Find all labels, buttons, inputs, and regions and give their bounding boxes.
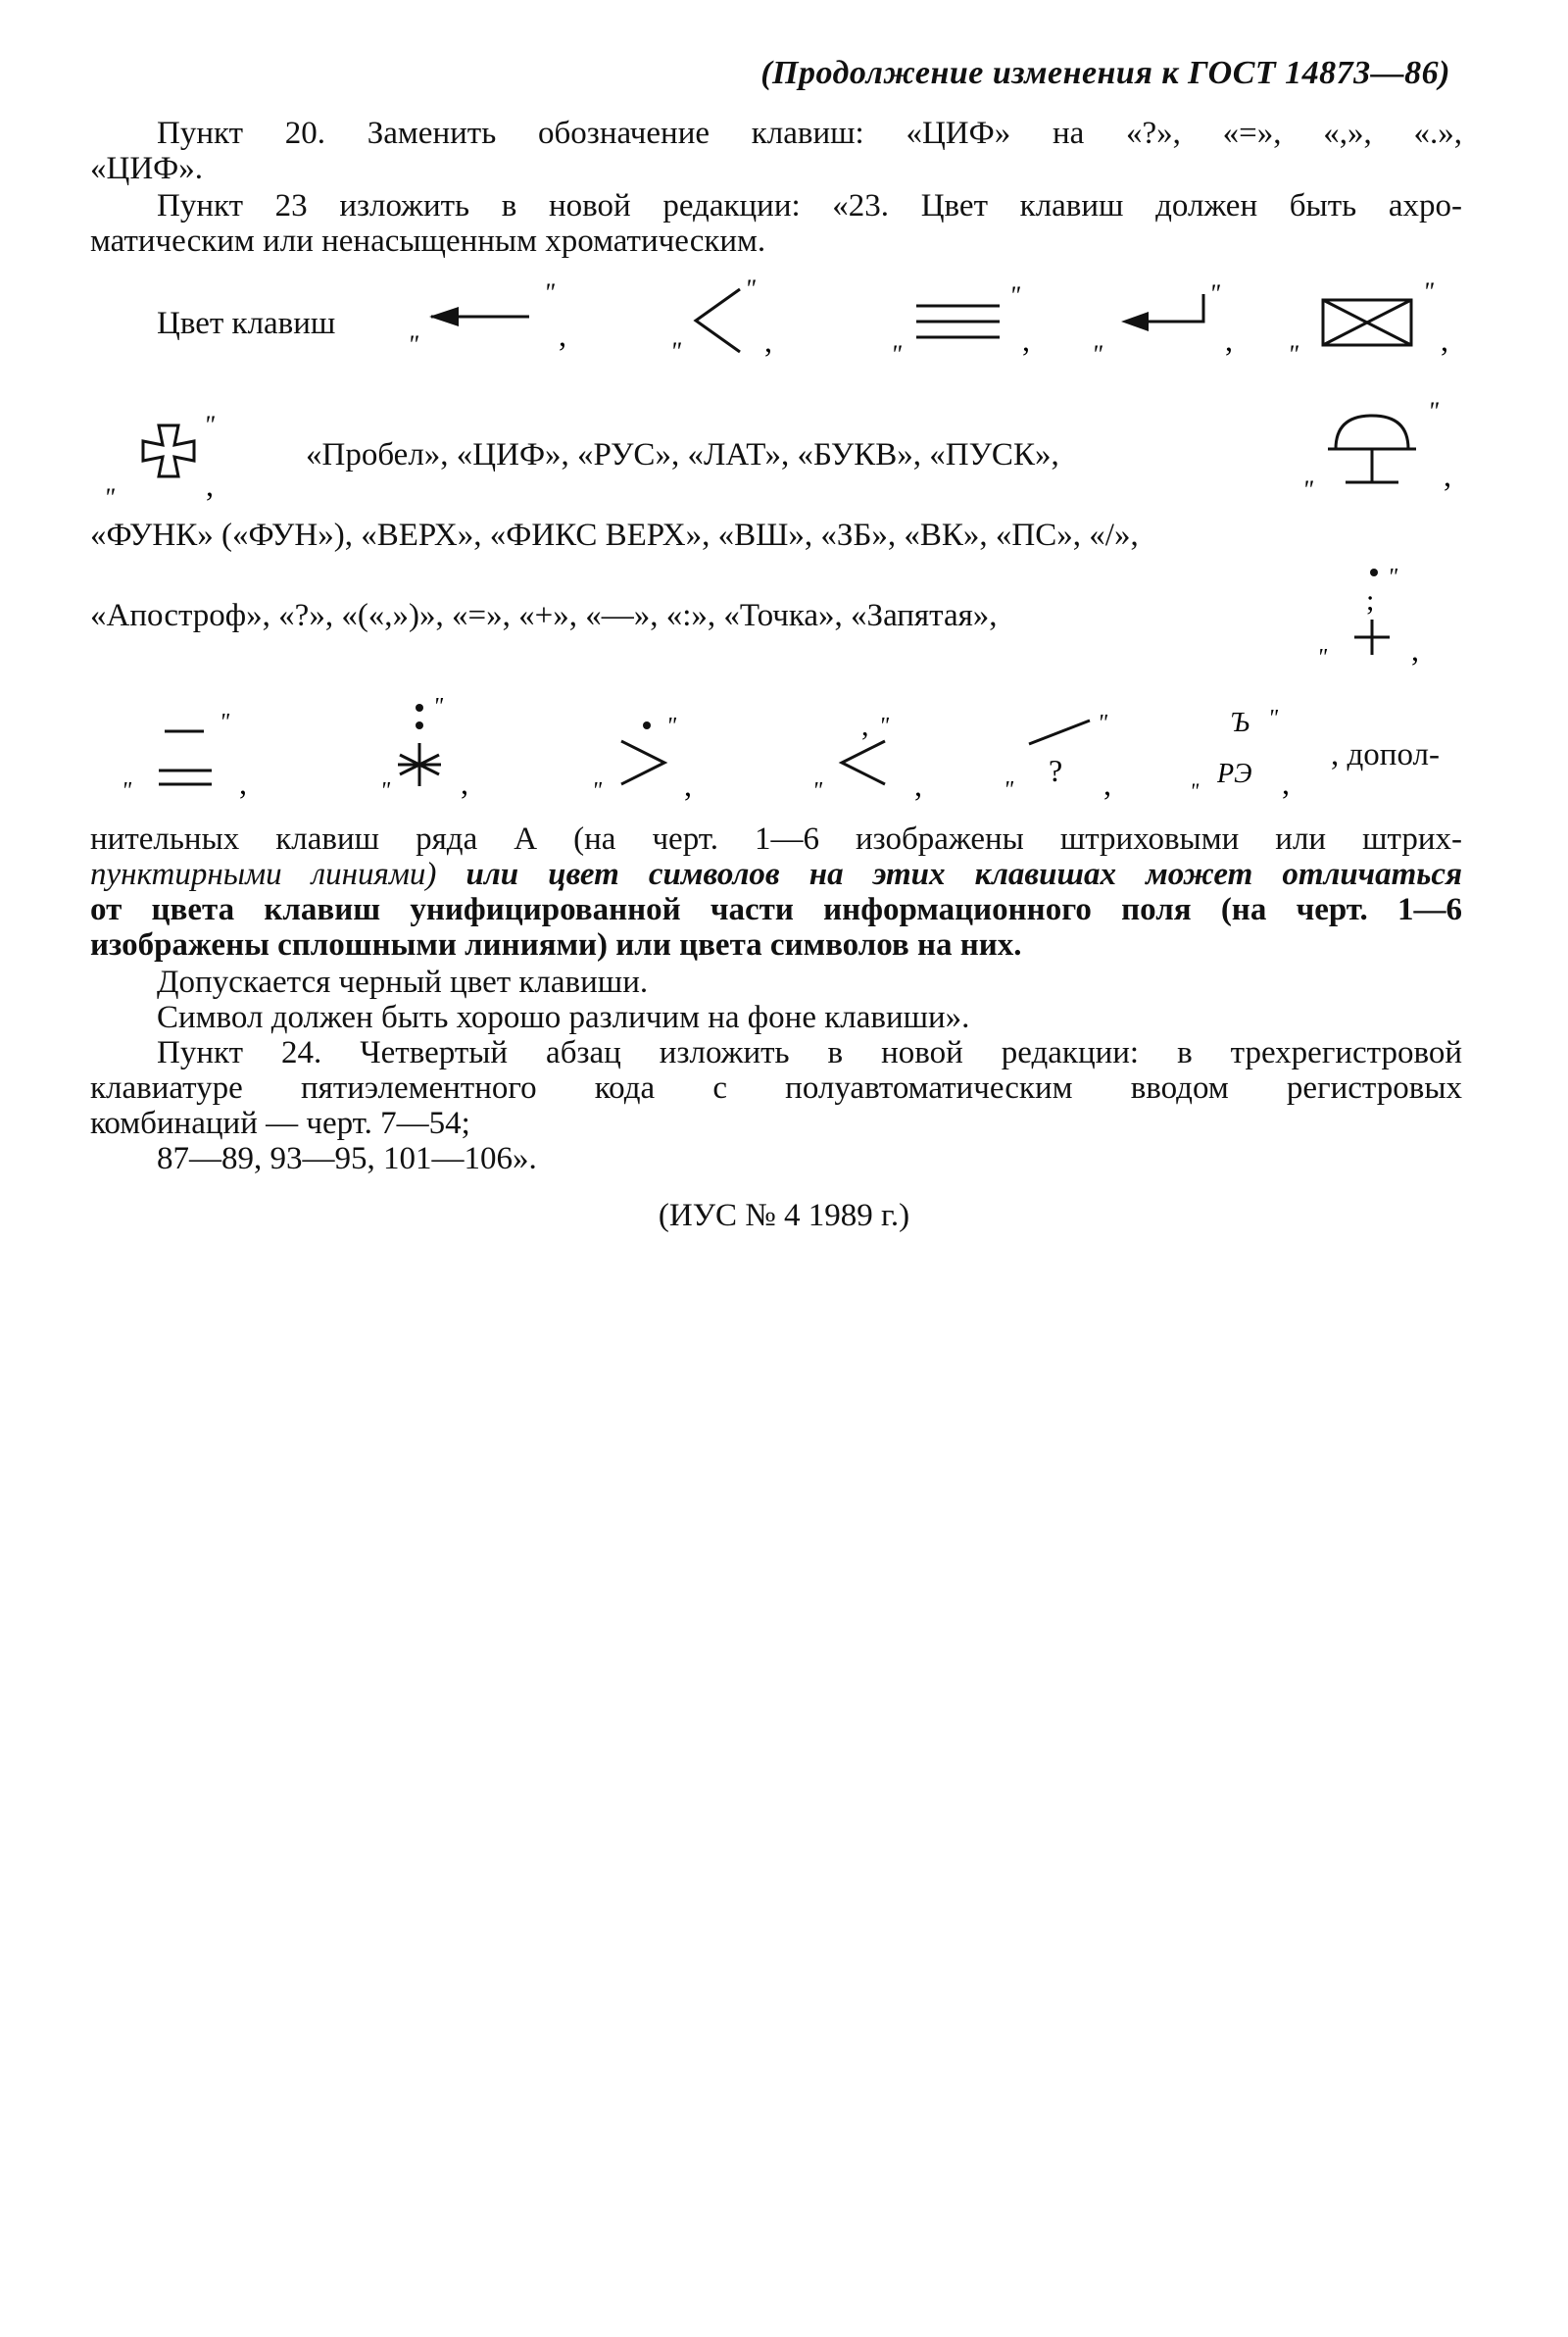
p24-line1: Пункт 24. Четвертый абзац изложить в новой редакции: в трехрегистровой [157,1035,1462,1070]
svg-text:": " [122,778,132,804]
colon-asterisk-key-icon [372,686,510,804]
svg-text:,: , [1022,323,1030,358]
svg-text:": " [1268,706,1279,731]
svg-text:": " [220,710,230,735]
svg-text:": " [1009,281,1020,310]
svg-text:": " [745,274,756,303]
text-after-2a: пунктирными линиями) [90,857,437,892]
svg-text:": " [433,694,444,720]
svg-text:": " [408,330,418,359]
svg-text:": " [544,279,555,307]
running-header: (Продолжение изменения к ГОСТ 14873—86) [760,55,1450,91]
svg-text:,: , [1441,323,1448,358]
glyph-re: РЭ [1217,759,1252,789]
p24-line3: комбинаций — черт. 7—54; [90,1106,470,1141]
p24-line4: 87—89, 93—95, 101—106». [157,1141,537,1176]
delete-box-key-icon [1284,274,1460,368]
hard-sign-re-key-icon [1188,696,1325,804]
p20-line2: «ЦИФ». [90,151,203,186]
svg-text:,: , [1225,323,1233,358]
svg-text:,: , [239,766,247,801]
text-after-1: нительных клавиш ряда А (на черт. 1—6 изображены штриховыми или штрих- [90,821,1462,857]
svg-text:": " [1190,778,1200,803]
svg-text:,: , [764,323,772,359]
allow-black: Допускается черный цвет клавиши. [157,965,649,1000]
minus-equals-key-icon [118,696,265,804]
svg-text:,: , [559,318,566,353]
glyph-comma: , [861,710,869,742]
text-after-2 [90,857,1462,892]
svg-text:": " [812,778,823,804]
keys-row-2: «Пробел», «ЦИФ», «РУС», «ЛАТ», «БУКВ», «ПУСК», [306,437,1059,472]
svg-text:": " [204,411,215,439]
svg-text:": " [1317,645,1328,671]
svg-text:,: , [684,768,692,803]
svg-text:": " [104,483,115,510]
text-after-2b: или цвет символов на этих клавишах может отличаться [436,857,1463,892]
enter-key-icon [1088,274,1245,368]
cross-key-icon [98,402,255,510]
arrow-left-key-icon [402,279,578,368]
dot-greater-key-icon [588,706,725,804]
symbol-visible: Символ должен быть хорошо различим на фоне клавиши». [157,1000,970,1035]
svg-text:": " [666,714,677,739]
svg-text:": " [879,714,890,739]
p23-line1: Пункт 23 изложить в новой редакции: «23. Цвет клавиш должен быть ахро- [157,188,1462,224]
svg-text:": " [1388,565,1398,590]
svg-text:,: , [1103,767,1111,802]
semicolon-plus-key-icon [1313,559,1450,671]
svg-text:": " [380,778,391,804]
svg-text:,: , [914,768,922,803]
svg-text:,: , [1411,632,1419,668]
glyph-question: ? [1049,753,1063,788]
svg-text:": " [592,778,603,804]
svg-text:": " [1098,711,1108,736]
comma-less-key-icon [808,706,946,804]
svg-text:": " [1209,279,1220,308]
p23-line2: матическим или ненасыщенным хроматическим. [90,224,766,259]
color-label: Цвет клавиш [157,306,336,341]
p20-line1: Пункт 20. Заменить обозначение клавиш: «ЦИФ» на «?», «=», «,», «.», [157,116,1462,151]
svg-text:": " [1428,397,1439,425]
svg-text:,: , [1444,458,1451,493]
svg-text:,: , [1282,766,1290,801]
svg-text:": " [1288,340,1298,368]
less-than-key-icon [666,270,794,368]
source-reference: (ИУС № 4 1989 г.) [658,1198,910,1233]
svg-text:": " [1004,777,1014,803]
keys-row-3: «ФУНК» («ФУН»), «ВЕРХ», «ФИКС ВЕРХ», «ВШ», «ЗБ», «ВК», «ПС», «/», [90,518,1139,553]
text-after-4: изображены сплошными линиями) или цвета символов на них. [90,927,1022,963]
svg-text:": " [1423,277,1434,306]
slash-question-key-icon [1000,701,1137,804]
text-after-3: от цвета клавиш унифицированной части информационного поля (на черт. 1—6 [90,892,1462,927]
svg-text:": " [1302,475,1313,504]
svg-text:": " [891,340,902,368]
glyph-hard-sign: Ъ [1231,708,1250,738]
svg-text:;: ; [1366,584,1375,617]
p24-line2: клавиатуре пятиэлементного кода с полуавтоматическим вводом регистровых [90,1070,1462,1106]
svg-text:": " [670,337,681,366]
svg-text:": " [1092,340,1102,368]
mushroom-key-icon [1298,392,1465,505]
svg-text:,: , [206,468,214,503]
keys-row-4: «Апостроф», «?», «(«,»)», «=», «+», «—», «:», «Точка», «Запятая», [90,598,998,633]
triple-line-key-icon [887,274,1044,368]
svg-text:,: , [461,766,468,801]
row5-tail: , допол- [1331,737,1440,772]
